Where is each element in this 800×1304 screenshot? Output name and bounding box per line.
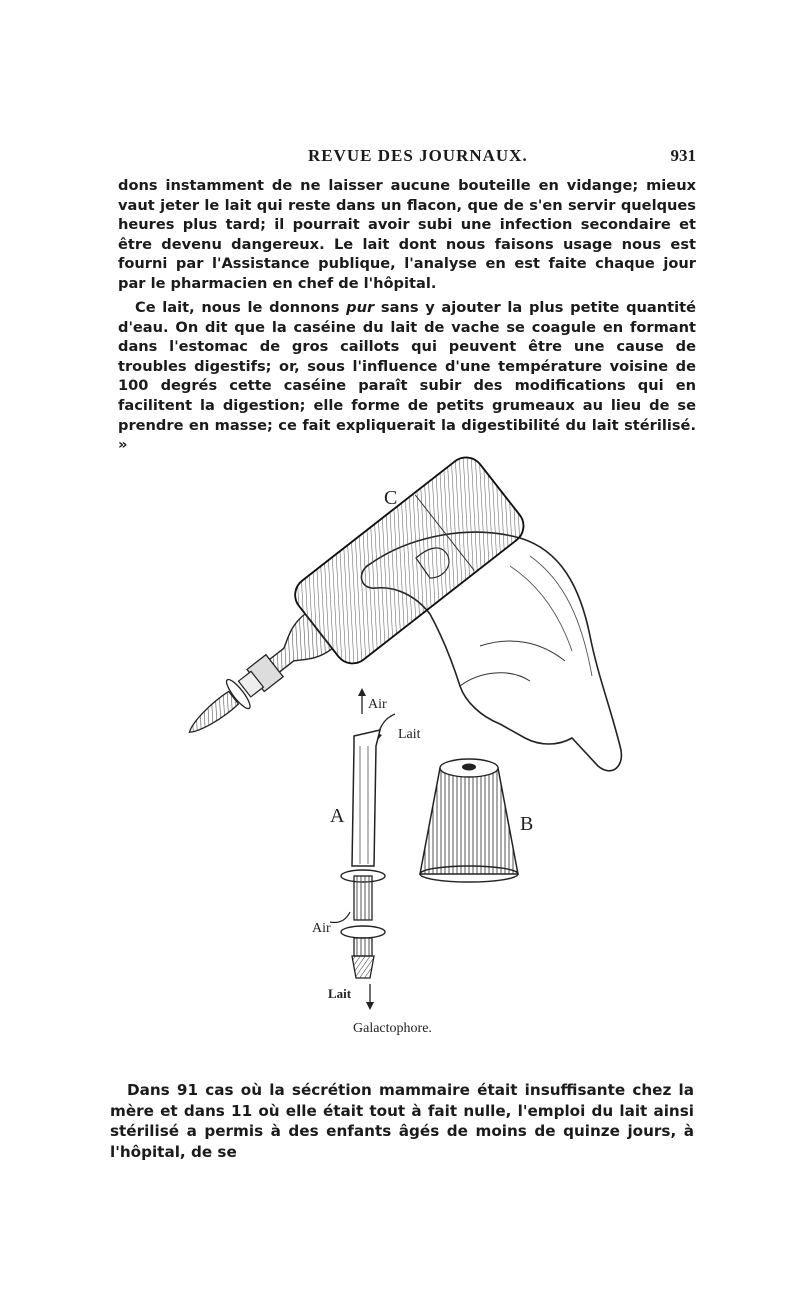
stopper-b-drawing [420, 759, 518, 882]
galactophore-figure [180, 446, 640, 1046]
paragraph-3-text: Dans 91 cas où la sécrétion mammaire était insuffisante chez la mère et dans 11 où elle était tout à fait nulle, l'emploi du lait ainsi stérilisé a permis à des enfants âgés de moins de quinze jours, à l'hôpital, de se [110, 1081, 694, 1161]
label-a: A [330, 805, 345, 827]
running-title: REVUE DES JOURNAUX. [308, 146, 528, 165]
paragraph-2-text [118, 298, 696, 455]
paragraph-3 [110, 1080, 694, 1162]
label-lait-top: Lait [398, 727, 421, 742]
label-c: C [384, 487, 398, 509]
paragraph-1-text: dons instamment de ne laisser aucune bouteille en vidange; mieux vaut jeter le lait qui reste dans un flacon, que de s'en servir quelques heures plus tard; il pourrait avoir subi une infection secondaire et être devenu dangereux. Le lait dont nous faisons usage nous est fourni par l'Assistance publique, l'analyse en est faite chaque jour par le pharmacien en chef de l'hôpital. [118, 177, 696, 292]
label-air-top: Air [368, 697, 387, 712]
running-header [118, 146, 696, 172]
paragraph-2-emphasis: pur [346, 299, 375, 316]
paragraph-2-rest: sans y ajouter la plus petite quantité d'eau. On dit que la caséine du lait de vache se coagule en formant dans l'estomac de gros caillots qui peuvent être une cause de troubles digestifs; or, sous l'influence d'une température voisine de 100 degrés cette caséine paraît subir des modifications qui en facilitent la digestion; elle forme de petits grumeaux au lieu de se prendre en masse; ce fait expliquerait la digestibilité du lait stérilisé. » [118, 299, 696, 454]
paragraph-2 [118, 298, 696, 455]
label-air-bottom: Air [312, 921, 331, 936]
label-lait-bottom: Lait [328, 986, 352, 1001]
tube-a-drawing [330, 688, 395, 1010]
figure-caption: Galactophore. [353, 1021, 432, 1036]
paragraph-2-start: Ce lait, nous le donnons [135, 299, 347, 316]
galactophore-illustration [180, 446, 640, 1046]
page-number: 931 [670, 146, 696, 165]
label-b: B [520, 813, 534, 835]
paragraph-1 [118, 176, 696, 294]
